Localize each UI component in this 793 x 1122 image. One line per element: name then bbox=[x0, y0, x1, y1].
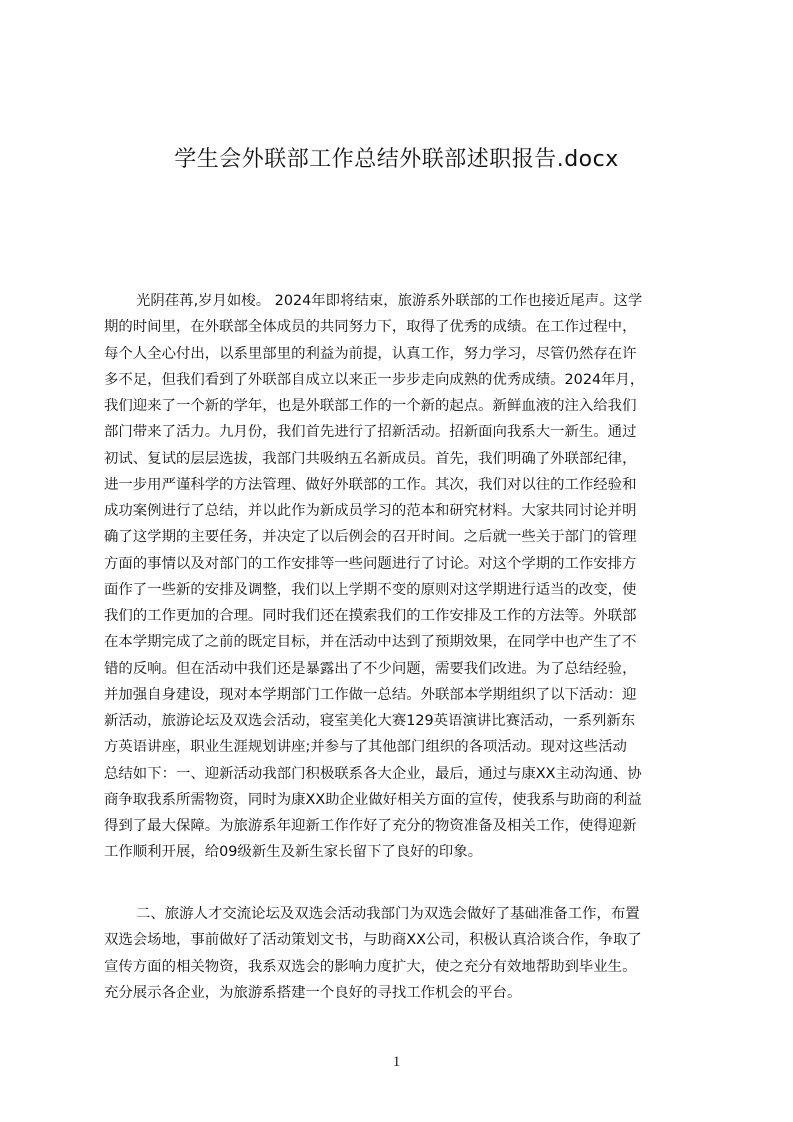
text-line: 我们的工作更加的合理。同时我们还在摸索我们的工作安排及工作的方法等。外联部 bbox=[104, 608, 637, 624]
document-title: 学生会外联部工作总结外联部述职报告.docx bbox=[174, 147, 619, 172]
text-line: 错的反响。但在活动中我们还是暴露出了不少问题，需要我们改进。为了总结经验， bbox=[104, 660, 637, 677]
paragraph-2 bbox=[104, 901, 698, 1006]
text-line: 充分展示各企业，为旅游系搭建一个良好的寻找工作机会的平台。 bbox=[104, 984, 522, 1001]
text-line: 初试、复试的层层选拔，我部门共吸纳五名新成员。首先，我们明确了外联部纪律， bbox=[104, 450, 637, 467]
paragraph-1 bbox=[104, 288, 698, 866]
text-line: 二、旅游人才交流论坛及双选会活动我部门为双选会做好了基础准备工作，布置 bbox=[136, 906, 640, 922]
text-line: 成功案例进行了总结，并以此作为新成员学习的范本和研究材料。大家共同讨论并明 bbox=[104, 503, 637, 519]
text-line: 在本学期完成了之前的既定目标，并在活动中达到了预期效果，在同学中也产生了不 bbox=[104, 634, 637, 651]
text-line: 双选会场地，事前做好了活动策划文书，与助商XX公司，积极认真洽谈合作，争取了 bbox=[104, 932, 642, 949]
text-line: 工作顺利开展，给09级新生及新生家长留下了良好的印象。 bbox=[104, 844, 483, 861]
text-line: 面作了一些新的安排及调整，我们以上学期不变的原则对这学期进行适当的改变，使 bbox=[104, 581, 637, 598]
text-line: 并加强自身建设，现对本学期部门工作做一总结。外联部本学期组织了以下活动：迎 bbox=[104, 686, 637, 703]
text-line: 每个人全心付出，以系里部里的利益为前提，认真工作，努力学习，尽管仍然存在许 bbox=[104, 345, 637, 362]
text-line: 部门带来了活力。九月份，我们首先进行了招新活动。招新面向我系大一新生。通过 bbox=[104, 424, 637, 441]
text-line: 进一步用严谨科学的方法管理、做好外联部的工作。其次，我们对以往的工作经验和 bbox=[104, 476, 637, 493]
text-line: 期的时间里，在外联部全体成员的共同努力下，取得了优秀的成绩。在工作过程中， bbox=[104, 319, 637, 336]
text-line: 商争取我系所需物资，同时为康XX助企业做好相关方面的宣传，使我系与助商的利益 bbox=[104, 791, 642, 808]
text-line: 得到了最大保障。为旅游系年迎新工作作好了充分的物资准备及相关工作，使得迎新 bbox=[104, 818, 637, 834]
text-line: 总结如下：一、迎新活动我部门积极联系各大企业，最后，通过与康XX主动沟通、协 bbox=[104, 765, 642, 782]
text-line: 新活动，旅游论坛及双选会活动，寝室美化大赛129英语演讲比赛活动，一系列新东 bbox=[104, 713, 636, 729]
text-line: 光阴荏苒,岁月如梭。 2024年即将结束，旅游系外联部的工作也接近尾声。这学 bbox=[136, 293, 643, 309]
text-line: 方面的事情以及对部门的工作安排等一些问题进行了讨论。对这个学期的工作安排方 bbox=[104, 555, 637, 572]
text-line: 确了这学期的主要任务，并决定了以后例会的召开时间。之后就一些关于部门的管理 bbox=[104, 529, 637, 546]
text-line: 宣传方面的相关物资，我系双选会的影响力度扩大，使之充分有效地帮助到毕业生。 bbox=[104, 958, 637, 975]
page-number: 1 bbox=[392, 1054, 401, 1070]
text-line: 方英语讲座，职业生涯规划讲座;并参与了其他部门组织的各项活动。现对这些活动 bbox=[104, 739, 627, 756]
text-line: 多不足，但我们看到了外联部自成立以来正一步步走向成熟的优秀成绩。2024年月， bbox=[104, 371, 645, 388]
text-line: 我们迎来了一个新的学年，也是外联部工作的一个新的起点。新鲜血液的注入给我们 bbox=[104, 398, 637, 414]
